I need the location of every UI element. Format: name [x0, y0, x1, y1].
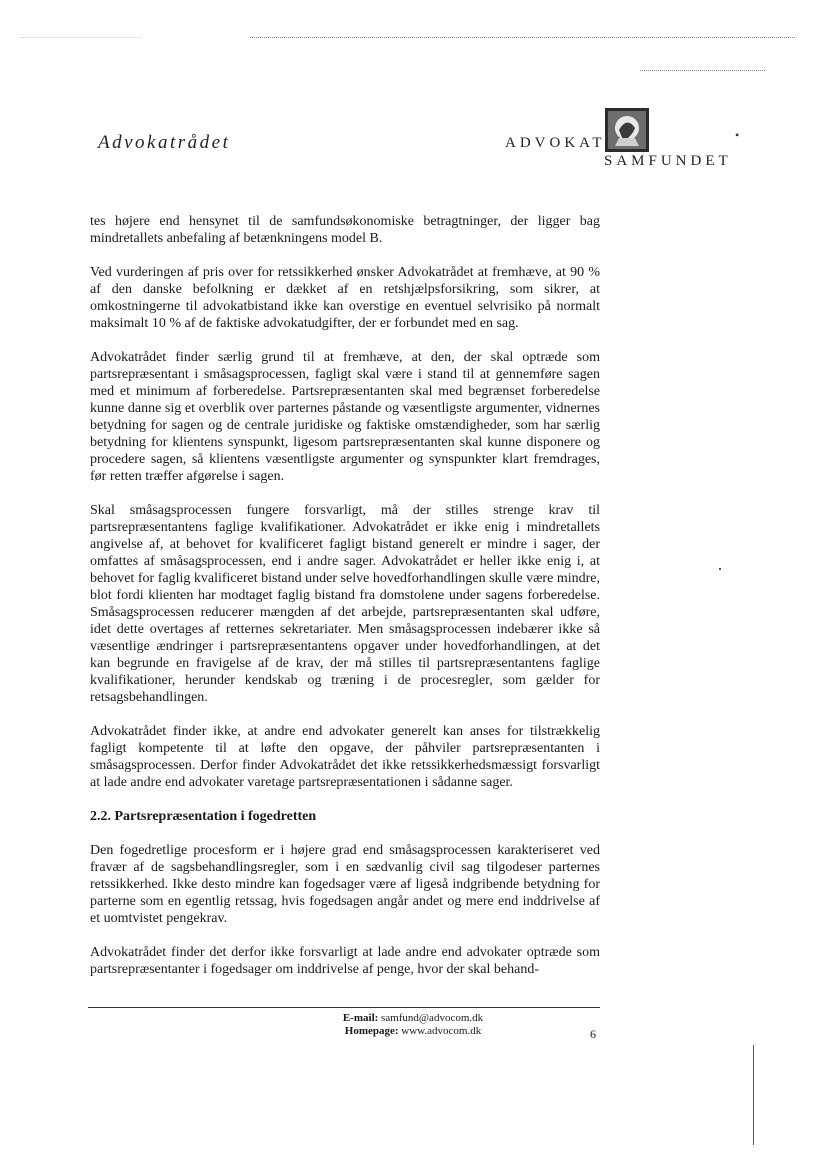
header-org-name-line2: SAMFUNDET	[604, 153, 732, 169]
paragraph: Advokatrådet finder særlig grund til at fremhæve, at den, der skal optræde som partsrepræsentant i småsagsprocessen, fagligt skal være i stand til at gennemføre sagen med et minimum af forberedelse. Partsrepræsentanten skal med begrænset forberedelse kunne danne sig et overblik over parternes påstande og væsentligste argumenter, vidnernes betydning for sagen og de centrale juridiske og faktiske omstændigheder, som har særlig betydning for klientens synspunkt, ligesom partsrepræsentanten skal kunne disponere og procedere sagen, så klientens væsentligste argumenter og synspunkter klart fremdrages, før retten træffer afgørelse i sagen.	[90, 350, 600, 484]
paragraph: Den fogedretlige procesform er i højere grad end småsagsprocessen karakteriseret ved fravær af de sagsbehandlingsregler, som i en sædvanlig civil sag tilgodeser parternes retssikkerhed. Ikke desto mindre kan fogedsager være af ligeså indgribende betydning for parterne som en egentlig retssag, hvis fogedsagen angår andet og mere end inddrivelse af et uomtvistet pengekrav.	[90, 843, 600, 926]
homepage-label: Homepage:	[344, 1025, 399, 1037]
scan-artifact-line-left	[20, 37, 140, 38]
email-value: samfund@advocom.dk	[381, 1012, 484, 1024]
homepage-value: www.advocom.dk	[401, 1025, 482, 1037]
scan-edge-line	[753, 1045, 754, 1145]
paragraph: Skal småsagsprocessen fungere forsvarligt, må der stilles strenge krav til partsrepræsentantens faglige kvalifikationer. Advokatrådet er ikke enig i mindretallets angivelse af, at behovet for kvalificeret fagligt bistand generelt er mindre i sager, der omfattes af småsagsprocessen, end i andre sager. Advokatrådet er heller ikke enig i, at behovet for faglig kvalificeret bistand under selve hovedforhandlingen skulle være mindre, blot fordi klienten har modtaget faglig bistand fra domstolene under sagens forberedelse. Småsagsprocessen reducerer mængden af det arbejde, partsrepræsentanten skal udføre, idet dette overtages af retternes sekretariater. Men småsagsprocessen indebærer ikke så væsentlige ændringer i partsrepræsentantens opgaver under hovedforhandlingen, at det kan begrunde en fravigelse af de krav, der må stilles til partsrepræsentantens faglige kvalifikationer, herunder kendskab og træning i de procesregler, som gælder for retsagsbehandlingen.	[90, 503, 600, 705]
header-org-name-line1: ADVOKAT	[505, 135, 606, 151]
paragraph: Advokatrådet finder ikke, at andre end advokater generelt kan anses for tilstrækkelig fagligt kompetente til at løfte den opgave, der påhviler partsrepræsentanten i småsagsprocessen. Derfor finder Advokatrådet det ikke retssikkerhedsmæssigt forsvarligt at lade andre end advokater varetage partsrepræsentationen i sådanne sager.	[90, 724, 600, 790]
footer-homepage	[0, 1025, 826, 1038]
section-heading: 2.2. Partsrepræsentation i fogedretten	[90, 809, 317, 824]
advokatsamfundet-logo-icon	[605, 108, 649, 152]
document-body	[90, 213, 600, 995]
page-number: 6	[590, 1027, 596, 1041]
scan-artifact-line-top	[250, 37, 795, 38]
footer-email	[0, 1012, 826, 1025]
paragraph: Advokatrådet finder det derfor ikke forsvarligt at lade andre end advokater optræde som partsrepræsentanter i fogedsager om inddrivelse af penge, hvor der skal behand-	[90, 945, 600, 977]
paragraph: tes højere end hensynet til de samfundsøkonomiske betragtninger, der ligger bag mindretallets anbefaling af betænkningens model B.	[90, 214, 600, 246]
page-footer	[0, 1012, 826, 1038]
paragraph: Ved vurderingen af pris over for retssikkerhed ønsker Advokatrådet at fremhæve, at 90 % af den danske befolkning er dækket af en retshjælpsforsikring, som sikrer, at omkostningerne til advokatbistand ikke kan overstige en eventuel selvrisiko på normalt maksimalt 10 % af de faktiske advokatudgifter, der er forbundet med en sag.	[90, 265, 600, 331]
footer-divider	[88, 1007, 600, 1008]
scan-mark: •	[735, 128, 740, 142]
scan-speck	[719, 568, 721, 570]
email-label: E-mail:	[342, 1012, 379, 1024]
header-left-title: Advokatrådet	[98, 132, 231, 153]
scan-artifact-line-mid	[640, 70, 765, 71]
